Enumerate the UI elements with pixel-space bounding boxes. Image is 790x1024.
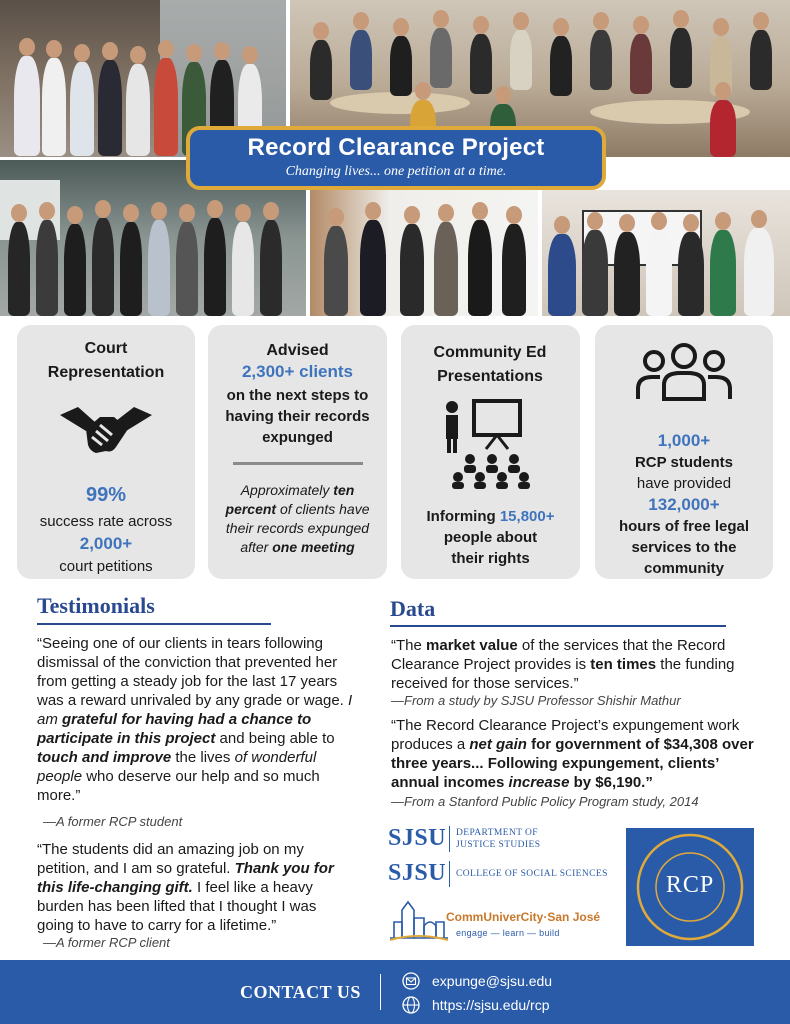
quote-strong: increase [508,774,570,791]
testimonials-rule [37,623,271,625]
stat-card-advised [208,325,387,579]
stat-heading: Community Ed Presentations [433,344,547,385]
dept-line-1: DEPARTMENT OF [456,828,538,838]
sjsu-logo: SJSU [388,825,447,851]
divider [233,462,363,465]
page-tagline: Changing lives... one petition at a time. [285,164,507,179]
seal-text: RCP [665,872,715,898]
contact-us-label: CONTACT US [240,982,361,1002]
data-heading: Data [390,596,436,621]
quote-text: “The Record Clearance Project’s expungement work produces a [391,717,740,753]
note-text: of clients have their records expunged [225,501,370,536]
stat-highlight-secondary: 2,000+ [79,534,133,553]
stat-heading: Advised [266,342,329,359]
handshake-icon [56,395,156,465]
stat-heading: Court Representation [47,340,165,381]
quote-strong: net gain [469,736,527,753]
testimonial-quote-1 [37,634,357,805]
stat-text-secondary: have provided [636,475,732,492]
justice-studies-logo-text [456,827,540,851]
logo-divider [449,861,450,887]
group-photo-presentation [542,190,790,316]
rcp-seal-logo [626,828,754,946]
note-emphasis: one meeting [272,539,355,555]
data-rule [390,625,726,627]
email-link[interactable]: expunge@sjsu.edu [432,973,553,989]
footer [0,960,790,1024]
quote-text: “The students did an amazing job on my petition, and I am so grateful. [37,841,304,877]
stat-card-court-representation [17,325,195,579]
group-icon [634,341,734,403]
communivercity-skyline-icon [388,896,450,942]
logo-divider [449,826,450,852]
quote-text: and being able to [219,730,335,747]
sjsu-logo: SJSU [388,860,447,886]
quote-strong: ten times [590,656,657,673]
data-attribution-2: —From a Stanford Public Policy Program study, 2014 [391,794,699,809]
quote-strong: market value [426,637,518,654]
testimonial-attribution-2: —A former RCP client [43,935,170,950]
quote-strong: by $6,190.” [573,774,653,791]
quote-text: the funding received for those services.” [391,656,735,692]
stat-highlight-secondary: 132,000+ [648,495,720,514]
stat-text: RCP students [634,454,734,471]
photo-collage [0,0,790,316]
stat-card-students [595,325,773,579]
dept-line-2: JUSTICE STUDIES [456,840,541,850]
stat-text-tertiary: hours of free legal services to the community [618,518,750,577]
presentation-icon [436,397,546,489]
stat-text-secondary: people about their rights [443,529,538,567]
testimonial-attribution-1: —A former RCP student [43,814,183,829]
testimonial-quote-2 [37,840,357,935]
quote-strong: touch and improve [37,749,172,766]
stat-highlight: 15,800+ [499,508,555,525]
quote-strong: Thank you for this life-changing gift. [37,860,334,896]
quote-emphasis: I am [37,692,353,728]
stat-highlight: 99% [85,484,127,506]
note-emphasis: ten percent [225,482,355,517]
data-attribution-1: —From a study by SJSU Professor Shishir Mathur [391,693,681,708]
quote-strong: for government of $34,308 over three years... Following expungement, clients’ annual incomes [391,736,754,791]
footer-divider [380,974,381,1010]
stat-highlight: 1,000+ [657,431,711,450]
note-text: after [240,539,269,555]
stat-text-secondary: court petitions [59,558,153,575]
email-icon [402,972,420,990]
stat-highlight: 2,300+ clients [241,362,354,381]
college-logo-text: COLLEGE OF SOCIAL SCIENCES [456,869,608,879]
communivercity-tagline: engage — learn — build [456,928,560,938]
stat-card-community-ed [401,325,580,579]
stat-note [217,481,379,557]
communivercity-logo-text: CommUniverCity·San José [446,910,601,924]
quote-strong: grateful for having had a chance to participate in this project [37,711,312,747]
quote-text: “Seeing one of our clients in tears following dismissal of the conviction that prevented her from getting a steady job for the last 17 years was a reward unrivaled by any grade or wage. [37,635,344,709]
group-photo-hallway [310,190,538,316]
quote-text: who deserve our help and so much more.” [37,768,320,804]
data-quote-1 [391,636,736,693]
stat-text-lead: Informing [426,508,496,525]
globe-icon [402,996,420,1014]
quote-text: the lives [175,749,231,766]
data-quote-2 [391,716,761,792]
note-text: Approximately [240,482,330,498]
page-title: Record Clearance Project [247,134,545,161]
testimonials-heading: Testimonials [37,593,155,618]
quote-text: of the services that the Record Clearance Project provides is [391,637,726,673]
stat-text [401,506,580,527]
quote-text: I feel like a heavy burden has been lifted that I thought I was going to have to carry for a lifetime.” [37,879,317,934]
stat-text: success rate across [39,513,173,530]
website-link[interactable]: https://sjsu.edu/rcp [432,997,550,1013]
quote-emphasis: of wonderful people [37,749,317,785]
title-banner [186,126,606,190]
stat-text: on the next steps to having their records expunged [225,387,370,446]
quote-text: “The [391,637,422,654]
